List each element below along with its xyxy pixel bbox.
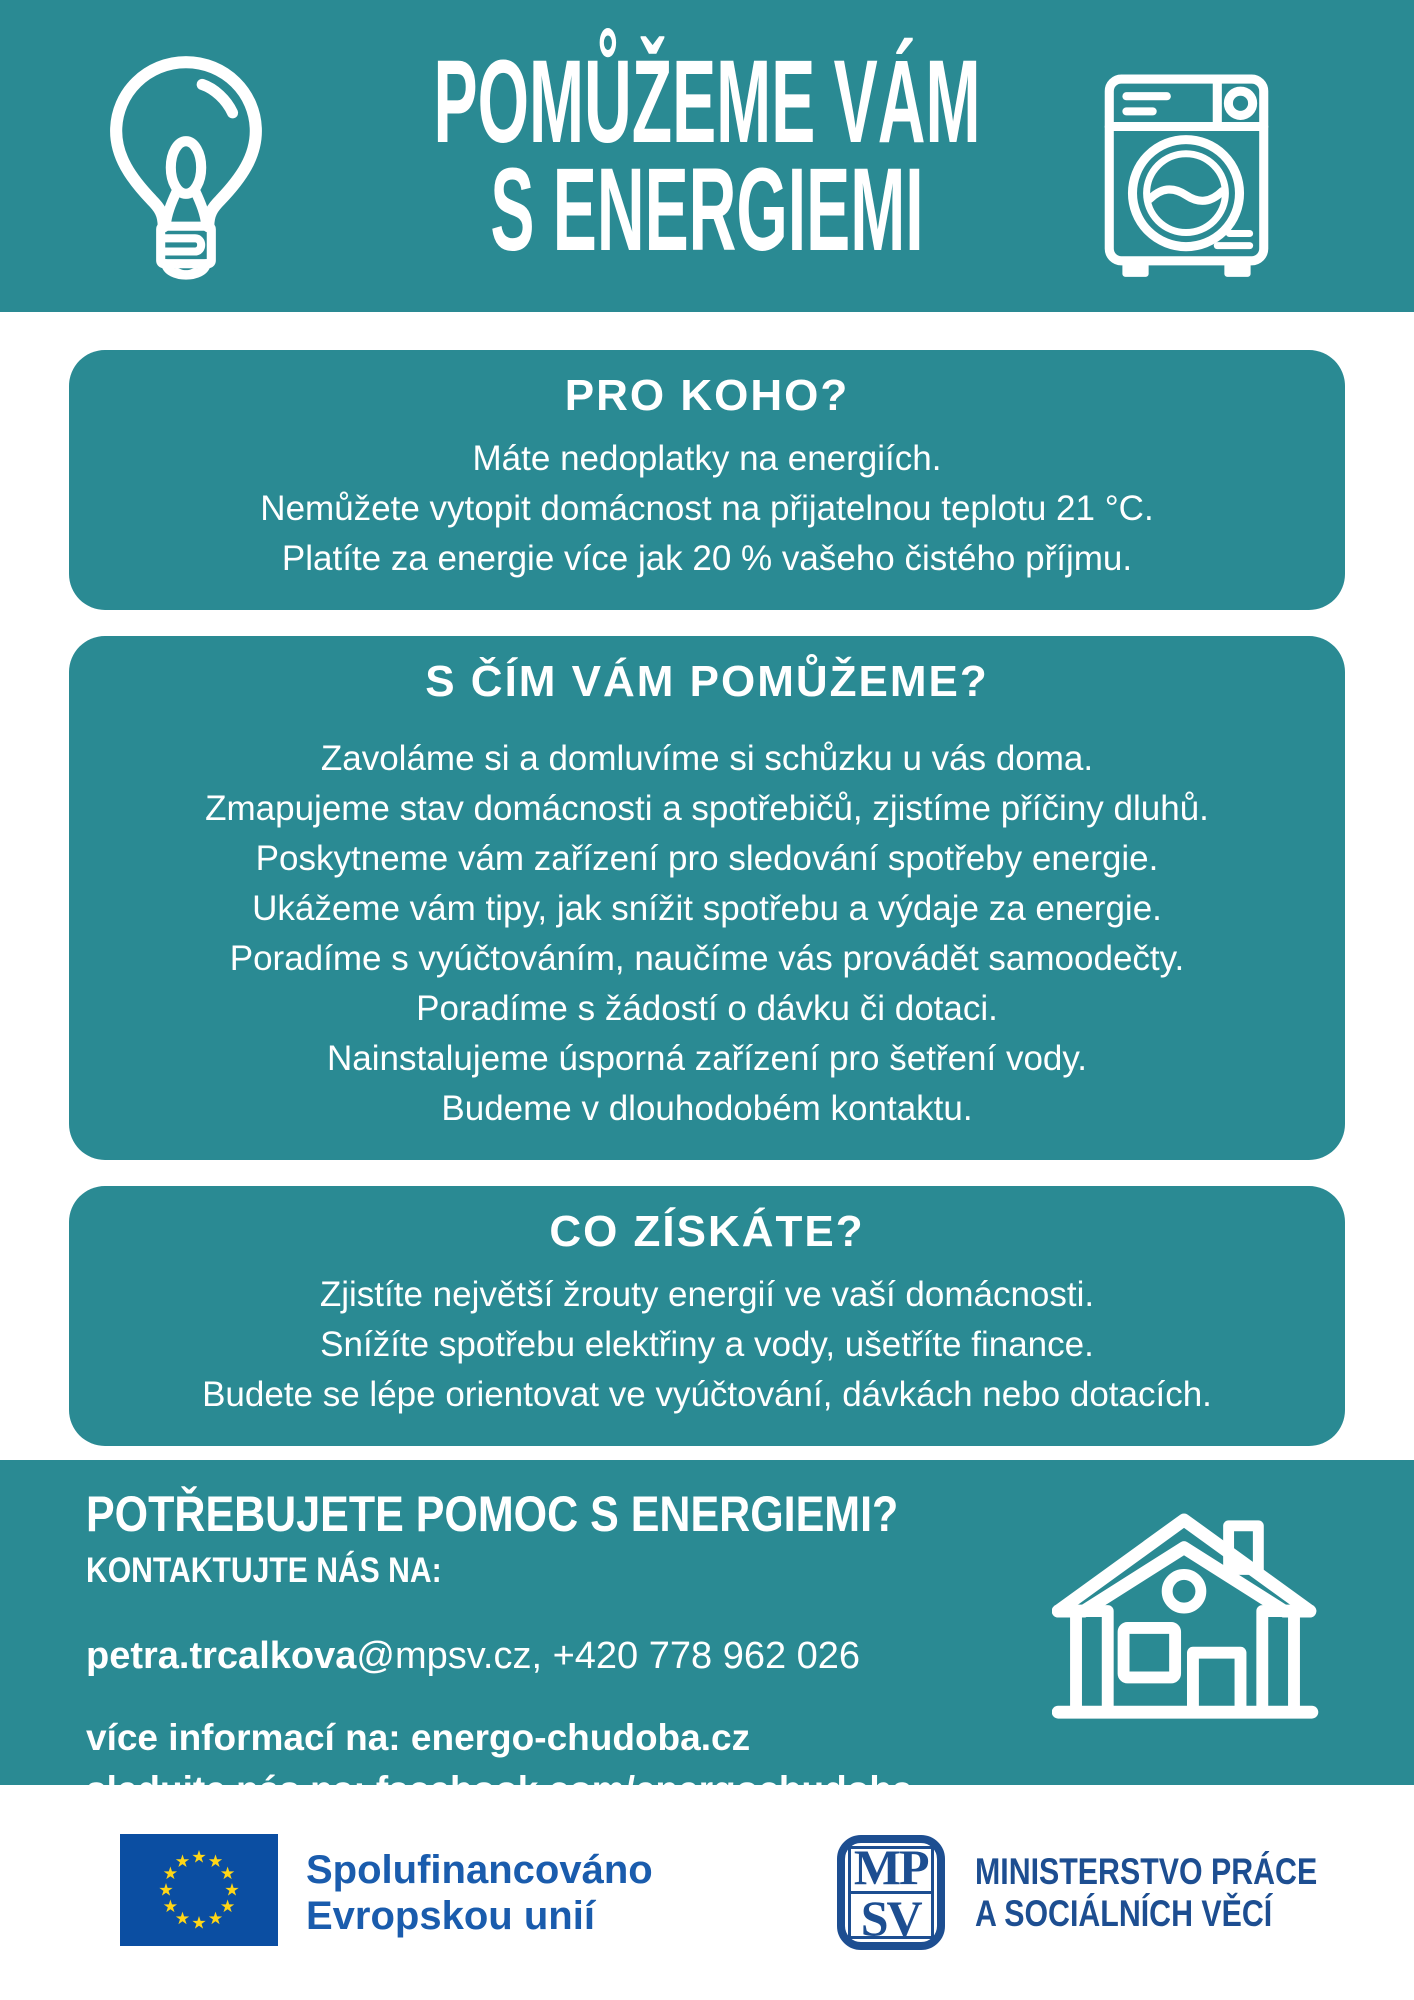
poster-title-line2: S ENERGIEMI: [490, 144, 924, 276]
section-line: Zmapujeme stav domácnosti a spotřebičů, zjistíme příčiny dluhů.: [205, 789, 1209, 828]
section-line: Poradíme s žádostí o dávku či dotaci.: [416, 989, 998, 1028]
eu-cofunded-text: [306, 1847, 653, 1939]
washing-machine-icon: [1104, 74, 1269, 289]
contact-website-line: více informací na: energo-chudoba.cz: [86, 1717, 751, 1758]
contact-subheading: KONTAKTUJTE NÁS NA:: [86, 1551, 442, 1590]
section-line: Nemůžete vytopit domácnost na přijatelnou teplotu 21 °C.: [260, 489, 1154, 528]
poster-title-line1: POMŮŽEME VÁM: [433, 36, 981, 168]
section-card-co-ziskate: [69, 1186, 1345, 1446]
section-line: Máte nedoplatky na energiích.: [472, 439, 942, 478]
eu-cofunded-line1: Spolufinancováno: [306, 1847, 653, 1892]
eu-cofunded-logo: [120, 1834, 653, 1951]
section-line: Nainstalujeme úsporná zařízení pro šetření vody.: [326, 1039, 1088, 1078]
section-card-s-cim-pomuzeme: [69, 636, 1345, 1160]
logos-strip: [0, 1785, 1414, 2000]
section-line: Budeme v dlouhodobém kontaktu.: [441, 1089, 973, 1128]
contact-heading: POTŘEBUJETE POMOC S ENERGIEMI?: [86, 1486, 899, 1542]
mpsv-abbr-mp: MP: [853, 1839, 928, 1895]
mpsv-emblem-icon: [837, 1835, 945, 1950]
section-card-pro-koho: [69, 350, 1345, 610]
section-heading: CO ZÍSKÁTE?: [549, 1207, 865, 1256]
header-banner: [0, 0, 1414, 312]
mpsv-abbr-sv: SV: [860, 1890, 921, 1946]
mpsv-ministry-text: [975, 1851, 1392, 1935]
mpsv-logo: [837, 1835, 1392, 1950]
eu-cofunded-line2: Evropskou unií: [306, 1893, 595, 1938]
section-line: Budete se lépe orientovat ve vyúčtování, dávkách nebo dotacích.: [202, 1375, 1212, 1414]
content-cards: [0, 312, 1414, 1446]
mpsv-ministry-line1: MINISTERSTVO PRÁCE: [974, 1850, 1317, 1892]
section-line: Zavoláme si a domluvíme si schůzku u vás doma.: [320, 739, 1094, 778]
section-line: Snížíte spotřebu elektřiny a vody, ušetříte finance.: [320, 1325, 1094, 1364]
section-line: Ukážeme vám tipy, jak snížit spotřebu a výdaje za energie.: [252, 889, 1162, 928]
section-heading: S ČÍM VÁM POMŮŽEME?: [425, 657, 989, 706]
section-line: Zjistíte největší žrouty energií ve vaší domácnosti.: [319, 1275, 1095, 1314]
section-line: Poradíme s vyúčtováním, naučíme vás provádět samoodečty.: [229, 939, 1185, 978]
house-icon: [1052, 1510, 1320, 1731]
contact-name: petra.trcalkova: [86, 1635, 357, 1677]
contact-band: [0, 1460, 1414, 1810]
section-heading: PRO KOHO?: [564, 371, 850, 420]
section-line: Platíte za energie více jak 20 % vašeho čistého příjmu.: [281, 539, 1133, 578]
mpsv-ministry-line2: A SOCIÁLNÍCH VĚCÍ: [974, 1892, 1272, 1934]
contact-email-phone-rest: @mpsv.cz, +420 778 962 026: [356, 1635, 861, 1677]
eu-flag-icon: [120, 1834, 278, 1951]
contact-facebook-line: sledujte nás na: facebook.com/energochudoba: [86, 1769, 913, 1810]
section-line: Poskytneme vám zařízení pro sledování spotřeby energie.: [255, 839, 1159, 878]
